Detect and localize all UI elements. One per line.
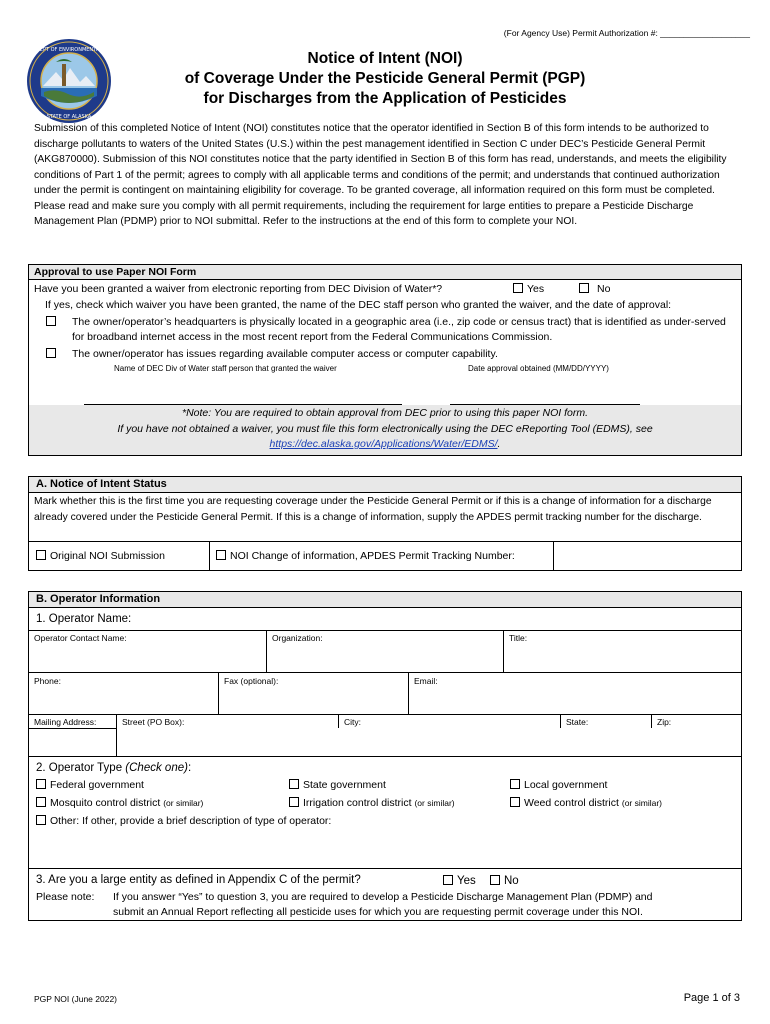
zip-field[interactable]: [653, 729, 739, 755]
agency-use-line: (For Agency Use) Permit Authorization #: ___________________: [503, 28, 750, 38]
footer-form-id: PGP NOI (June 2022): [34, 994, 117, 1004]
row1-div2: [503, 630, 504, 672]
intro-paragraph: Submission of this completed Notice of Intent (NOI) constitutes notice that the operator identified in Section B of this form intends to be authorized to discharge pollutants to waters of the United States (U.S.) within the pest management identified in Section C under DEC’s Pesticide General Permit (AKG870000). Submission of this NOI constitutes notice that the party identified in Section B of this form has read, understands, and meets the eligibility conditions of Part 1 of the permit; agrees to comply with all applicable terms and conditions of the permit; and understands that continued authorization under the permit is contingent on maintaining eligibility for coverage. To be granted coverage, all information required on this form must be completed. Please read and make sure you comply with all permit requirements, including the requirement for large entities to prepare a Pesticide Discharge Management Plan (PDMP) prior to NOI submittal. Refer to the instructions at the end of this form to complete your NOI.: [34, 123, 727, 227]
local-label: Local government: [524, 779, 608, 791]
state-label: State:: [566, 717, 589, 727]
note-text-line-2: submit an Annual Report reflecting all pesticide uses for which you are requesting permit coverage under this NOI.: [113, 906, 643, 918]
row1-div1: [266, 630, 267, 672]
tracking-number-field[interactable]: [555, 543, 740, 570]
row2-top: [28, 672, 742, 673]
waiver-no-option[interactable]: [579, 282, 610, 296]
title-label: Title:: [509, 633, 528, 643]
waiver-no-label: No: [597, 283, 611, 295]
contact-name-field[interactable]: [30, 645, 264, 671]
other-label: Other: If other, provide a brief description of type of operator:: [50, 815, 332, 827]
mosquito-small: (or similar): [163, 798, 204, 808]
federal-label: Federal government: [50, 779, 144, 791]
row3-div1: [338, 714, 339, 728]
waiver-question: Have you been granted a waiver from electronic reporting from DEC Division of Water*?: [34, 283, 443, 295]
waiver-ifyes-text: If yes, check which waiver you have been granted, the name of the DEC staff person who granted the waiver, and the date of approval:: [45, 299, 672, 311]
note-line-2: If you have not obtained a waiver, you must file this form electronically using the DEC eReporting Tool (EDMS), see: [117, 422, 653, 435]
title-line-2: of Coverage Under the Pesticide General Permit (PGP): [184, 70, 586, 87]
local-checkbox[interactable]: [510, 779, 520, 789]
weed-label: Weed control district: [524, 797, 619, 809]
type-local[interactable]: [510, 778, 607, 792]
section-a-divider: [28, 541, 742, 542]
change-info-label: NOI Change of information, APDES Permit Tracking Number:: [230, 550, 515, 562]
title-line-3: for Discharges from the Application of Pesticides: [203, 90, 567, 107]
note-line-3: [29, 437, 741, 453]
footer-page-number: Page 1 of 3: [683, 992, 740, 1004]
original-noi-checkbox[interactable]: [36, 550, 46, 560]
weed-small: (or similar): [621, 798, 662, 808]
q3-divider: [28, 868, 742, 869]
section-b-heading: B. Operator Information: [36, 593, 161, 605]
q3-no-option[interactable]: [490, 874, 519, 888]
email-label: Email:: [414, 676, 438, 686]
change-info-option[interactable]: [216, 549, 515, 563]
other-description-field[interactable]: [36, 830, 736, 866]
row3-div3: [651, 714, 652, 728]
q3-no-label: No: [504, 875, 519, 887]
section-a-col2: [553, 541, 554, 571]
fax-label: Fax (optional):: [224, 676, 279, 686]
edms-link[interactable]: https://dec.alaska.gov/Applications/Water/EDMS/: [269, 438, 498, 450]
staff-name-label: Name of DEC Div of Water staff person that granted the waiver: [114, 364, 337, 373]
mosquito-checkbox[interactable]: [36, 797, 46, 807]
zip-label: Zip:: [657, 717, 672, 727]
approval-heading: Approval to use Paper NOI Form: [34, 266, 197, 278]
weed-checkbox[interactable]: [510, 797, 520, 807]
title-field[interactable]: [505, 645, 739, 671]
email-field[interactable]: [410, 688, 739, 713]
fax-field[interactable]: [220, 688, 406, 713]
type-state[interactable]: [289, 778, 386, 792]
organization-field[interactable]: [268, 645, 501, 671]
computer-access-checkbox[interactable]: [46, 348, 56, 358]
approval-date-label: Date approval obtained (MM/DD/YYYY): [468, 364, 609, 373]
waiver-no-checkbox[interactable]: [579, 283, 589, 293]
computer-access-label: The owner/operator has issues regarding available computer access or computer capability.: [72, 348, 498, 360]
waiver-yes-label: Yes: [527, 283, 545, 295]
title-line-1: Notice of Intent (NOI): [307, 50, 463, 67]
link-suffix: .: [497, 438, 501, 450]
mosquito-label: Mosquito control district: [50, 797, 161, 809]
form-title: [140, 49, 630, 109]
phone-label: Phone:: [34, 676, 61, 686]
change-info-checkbox[interactable]: [216, 550, 226, 560]
city-label: City:: [344, 717, 361, 727]
state-field[interactable]: [562, 729, 650, 755]
svg-text:STATE OF ALASKA: STATE OF ALASKA: [46, 114, 92, 120]
type-weed[interactable]: [510, 796, 662, 810]
q3-no-checkbox[interactable]: [490, 875, 500, 885]
type-other[interactable]: [36, 814, 331, 828]
phone-field[interactable]: [30, 688, 216, 713]
q3-yes-label: Yes: [457, 875, 476, 887]
q1-operator-name: 1. Operator Name:: [36, 613, 132, 625]
q3-yes-option[interactable]: [443, 874, 476, 888]
street-label: Street (PO Box):: [122, 717, 185, 727]
waiver-option-broadband[interactable]: [46, 315, 736, 345]
contact-name-label: Operator Contact Name:: [34, 633, 127, 643]
irrigation-small: (or similar): [414, 798, 455, 808]
section-a-col1: [209, 541, 210, 571]
row3-div2: [560, 714, 561, 728]
irrigation-checkbox[interactable]: [289, 797, 299, 807]
mailing-label: Mailing Address:: [34, 717, 97, 727]
waiver-yes-checkbox[interactable]: [513, 283, 523, 293]
q2-italic: (Check one): [125, 762, 188, 774]
organization-label: Organization:: [272, 633, 323, 643]
row3-div0: [116, 714, 117, 756]
original-noi-option[interactable]: [36, 549, 165, 563]
dec-seal: [26, 38, 112, 124]
waiver-yes-option[interactable]: [513, 282, 544, 296]
q2-suffix: :: [187, 762, 192, 774]
street-field[interactable]: [118, 729, 337, 755]
row1-top: [28, 630, 742, 631]
section-a-heading: A. Notice of Intent Status: [36, 478, 167, 490]
q3-large-entity: 3. Are you a large entity as defined in Appendix C of the permit?: [36, 874, 361, 886]
type-federal[interactable]: [36, 778, 144, 792]
note-line-1: *Note: You are required to obtain approval from DEC prior to using this paper NOI form.: [181, 407, 588, 419]
note-label: Please note:: [36, 891, 95, 903]
state-gov-checkbox[interactable]: [289, 779, 299, 789]
irrigation-label: Irrigation control district: [303, 797, 412, 809]
mailing-underline: [28, 728, 116, 729]
approval-note: [29, 406, 741, 453]
note-text-line-1: If you answer “Yes” to question 3, you are required to develop a Pesticide Discharge Management Plan (PDMP) and: [113, 891, 653, 903]
row2-div1: [218, 672, 219, 714]
svg-text:DEPT OF ENVIRONMENTAL: DEPT OF ENVIRONMENTAL: [35, 47, 103, 53]
q2-operator-type: [36, 761, 191, 776]
federal-checkbox[interactable]: [36, 779, 46, 789]
city-field[interactable]: [340, 729, 559, 755]
original-noi-label: Original NOI Submission: [50, 550, 165, 562]
broadband-label: The owner/operator’s headquarters is physically located in a geographic area (i.e., zip code or census tract) that is identified as under-served for broadband internet access in the most recent report from the Federal Communications Commission.: [72, 316, 726, 343]
q3-yes-checkbox[interactable]: [443, 875, 453, 885]
row3-top: [28, 714, 742, 715]
other-checkbox[interactable]: [36, 815, 46, 825]
row3-bottom: [28, 756, 742, 757]
state-gov-label: State government: [303, 779, 386, 791]
section-a-text: Mark whether this is the first time you are requesting coverage under the Pesticide General Permit or if this is a change of information for a discharge already covered under the Pesticide General Permit. If this is a change of information, supply the APDES permit tracking number for the discharge.: [34, 496, 712, 523]
row2-div2: [408, 672, 409, 714]
broadband-checkbox[interactable]: [46, 316, 56, 326]
waiver-option-computer[interactable]: [46, 347, 736, 361]
type-mosquito[interactable]: [36, 796, 203, 810]
note-text: [113, 890, 738, 920]
type-irrigation[interactable]: [289, 796, 455, 810]
q2-prefix: 2. Operator Type: [36, 762, 126, 774]
